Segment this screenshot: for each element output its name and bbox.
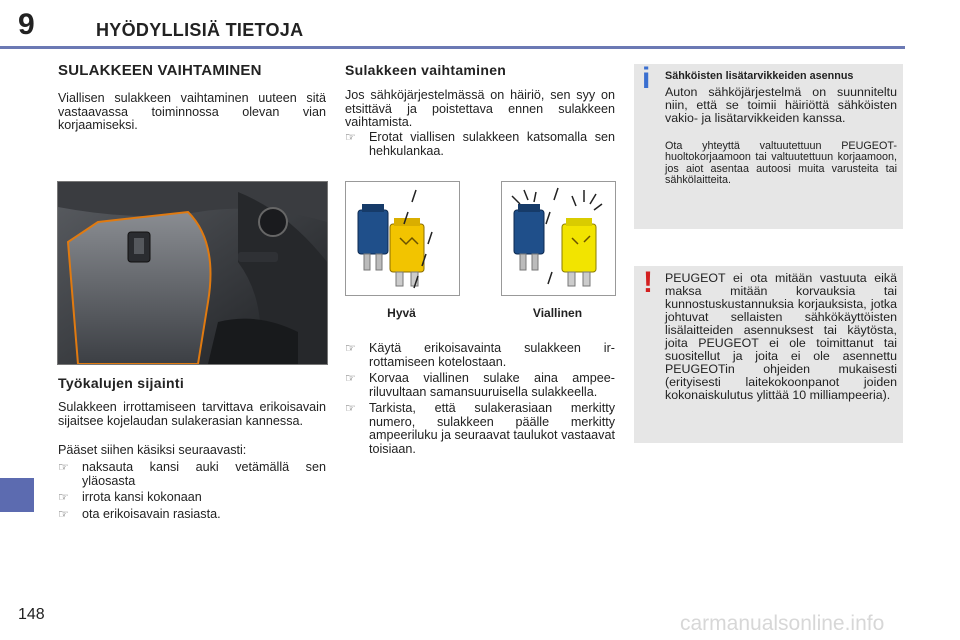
pointing-hand-icon: ☞	[345, 130, 356, 144]
fuse-good-icon	[346, 182, 459, 295]
header-rule	[0, 46, 905, 49]
list-item: ☞ Erotat viallisen sulakkeen katsomalla sen hehkulankaa.	[345, 130, 615, 158]
warning-box	[634, 266, 903, 443]
chapter-number: 9	[18, 8, 35, 41]
tools-heading: Työkalujen sijainti	[58, 375, 185, 391]
list-item: ☞ Käytä erikoisavainta sulakkeen irrottamiseen kotelostaan.	[345, 341, 615, 369]
info-box	[634, 64, 903, 229]
list-item: ☞ Tarkista, että sulakerasiaan merkitty numero, sulakkeen päälle merkitty ampeeriluku ja seuraavat taulukot vastaavat toisiaan.	[345, 401, 615, 456]
warning-icon: !	[643, 266, 653, 299]
tools-text: Sulakkeen irrottamiseen tarvittava erikoisavain sijaitsee kojelaudan sulakerasian kannessa.	[58, 400, 326, 428]
list-item: ☞ irrota kansi kokonaan	[58, 490, 202, 504]
info-title: Sähköisten lisätarvikkeiden asennus	[665, 70, 854, 82]
list-item: ☞ ota erikoisavain rasiasta.	[58, 506, 221, 521]
fuse-good-caption: Hyvä	[387, 306, 416, 320]
info-text: Auton sähköjärjestelmä on suunniteltu niin, että se toimii häiriöttä sähköisten vakio- ja lisätarvikkeiden kanssa.	[665, 85, 897, 125]
info-note: Ota yhteyttä valtuutettuun PEUGEOT-huoltokorjaamoon tai valtuutettuun korjaamoon, jos aiot asentaa autoosi muita varusteita tai sähkölaitteita.	[665, 140, 897, 187]
chapter-side-tab	[0, 478, 34, 512]
section-intro: Viallisen sulakkeen vaihtaminen uuteen sitä vastaavassa toiminnossa olevan vian korjaamiseksi.	[58, 91, 326, 132]
chapter-title: HYÖDYLLISIÄ TIETOJA	[96, 20, 304, 40]
info-icon: i	[642, 62, 651, 95]
fuse-blown-illustration	[501, 181, 616, 296]
replace-fuse-intro: Jos sähköjärjestelmässä on häiriö, sen syy on etsittävä ja poistettava ennen sulakkeen vaihtamista.	[345, 88, 615, 129]
watermark: carmanualsonline.info	[680, 612, 885, 635]
fuse-good-illustration	[345, 181, 460, 296]
access-text: Pääset siihen käsiksi seuraavasti:	[58, 443, 247, 457]
replace-first-step-list	[345, 131, 615, 161]
warning-text: PEUGEOT ei ota mitään vastuuta eikä maksa mitään korvauksia tai kunnostuskustannuksia korjauksista, jotka johtuvat sellaisten sähkökäyttöisten lisälaitteiden asennuksest tai käytösta, joita PEUGEOT ei ole toimittanut tai suositellut ja joita ei ole asennettu PEUGEOTin ohjeiden mukaisesti (erityisesti laitekokoonpanot joiden kokonaiskulutus ylittää 10 milliampeeria).	[665, 271, 897, 402]
fuse-bad-caption: Viallinen	[532, 306, 583, 320]
dashboard-fusebox-photo	[57, 181, 328, 365]
section-heading: SULAKKEEN VAIHTAMINEN	[58, 62, 262, 79]
replace-fuse-heading: Sulakkeen vaihtaminen	[345, 62, 507, 78]
pointing-hand-icon: ☞	[58, 460, 69, 474]
fuse-blown-icon	[502, 182, 615, 295]
page-number: 148	[18, 606, 45, 623]
list-item: ☞ Korvaa viallinen sulake aina ampeeriluvultaan samansuuruisella sulakkeella.	[345, 371, 615, 399]
pointing-hand-icon: ☞	[345, 401, 356, 415]
pointing-hand-icon: ☞	[58, 490, 69, 504]
pointing-hand-icon: ☞	[345, 371, 356, 385]
list-item: ☞ naksauta kansi auki vetämällä sen yläosasta	[58, 460, 326, 488]
access-steps-list	[58, 461, 326, 524]
replace-steps-list	[345, 342, 615, 459]
pointing-hand-icon: ☞	[345, 341, 356, 355]
pointing-hand-icon: ☞	[58, 506, 69, 521]
